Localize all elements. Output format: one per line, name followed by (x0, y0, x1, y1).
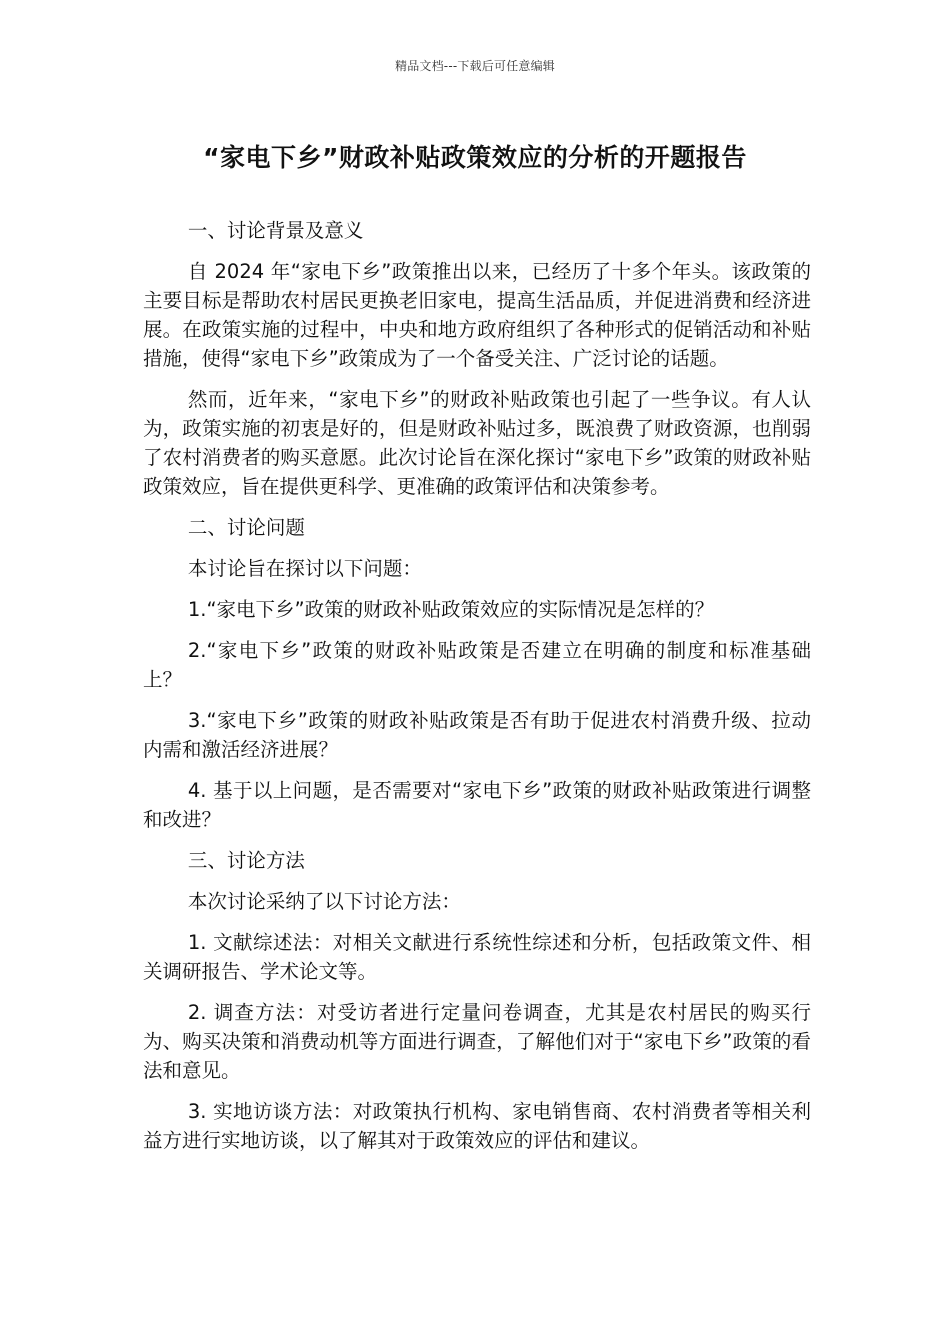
paragraph: 自 2024 年“家电下乡”政策推出以来，已经历了十多个年头。该政策的主要目标是帮助农村居民更换老旧家电，提高生活品质，并促进消费和经济进展。在政策实施的过程中，中央和地方政府组织了各种形式的促销活动和补贴措施，使得“家电下乡”政策成为了一个备受关注、广泛讨论的话题。 (143, 260, 811, 370)
list-item-question-1: 1.“家电下乡”政策的财政补贴政策效应的实际情况是怎样的？ (187, 598, 715, 621)
list-item-question-3: 3.“家电下乡”政策的财政补贴政策是否有助于促进农村消费升级、拉动内需和激活经济进展？ (143, 709, 811, 761)
list-item-method-2: 2. 调查方法：对受访者进行定量问卷调查，尤其是农村居民的购买行为、购买决策和消费动机等方面进行调查，了解他们对于“家电下乡”政策的看法和意见。 (143, 1001, 811, 1082)
document-title: “家电下乡”财政补贴政策效应的分析的开题报告 (203, 143, 747, 172)
list-item-question-2: 2.“家电下乡”政策的财政补贴政策是否建立在明确的制度和标准基础上？ (143, 639, 811, 691)
document-body (143, 216, 811, 1167)
header-note: 精品文档---下载后可任意编辑 (395, 59, 555, 73)
list-item-method-3: 3. 实地访谈方法：对政策执行机构、家电销售商、农村消费者等相关利益方进行实地访谈，以了解其对于政策效应的评估和建议。 (143, 1100, 811, 1152)
section-heading-questions: 二、讨论问题 (187, 516, 305, 539)
section-heading-methods: 三、讨论方法 (187, 849, 305, 872)
list-item-method-1: 1. 文献综述法：对相关文献进行系统性综述和分析，包括政策文件、相关调研报告、学术论文等。 (143, 931, 811, 983)
section-heading-background: 一、讨论背景及意义 (187, 219, 364, 242)
list-item-question-4: 4. 基于以上问题，是否需要对“家电下乡”政策的财政补贴政策进行调整和改进？ (143, 779, 811, 831)
paragraph: 本次讨论采纳了以下讨论方法： (187, 890, 461, 913)
paragraph: 然而，近年来，“家电下乡”的财政补贴政策也引起了一些争议。有人认为，政策实施的初衷是好的，但是财政补贴过多，既浪费了财政资源，也削弱了农村消费者的购买意愿。此次讨论旨在深化探讨“家电下乡”政策的财政补贴政策效应，旨在提供更科学、更准确的政策评估和决策参考。 (143, 388, 811, 498)
paragraph: 本讨论旨在探讨以下问题： (187, 557, 422, 580)
